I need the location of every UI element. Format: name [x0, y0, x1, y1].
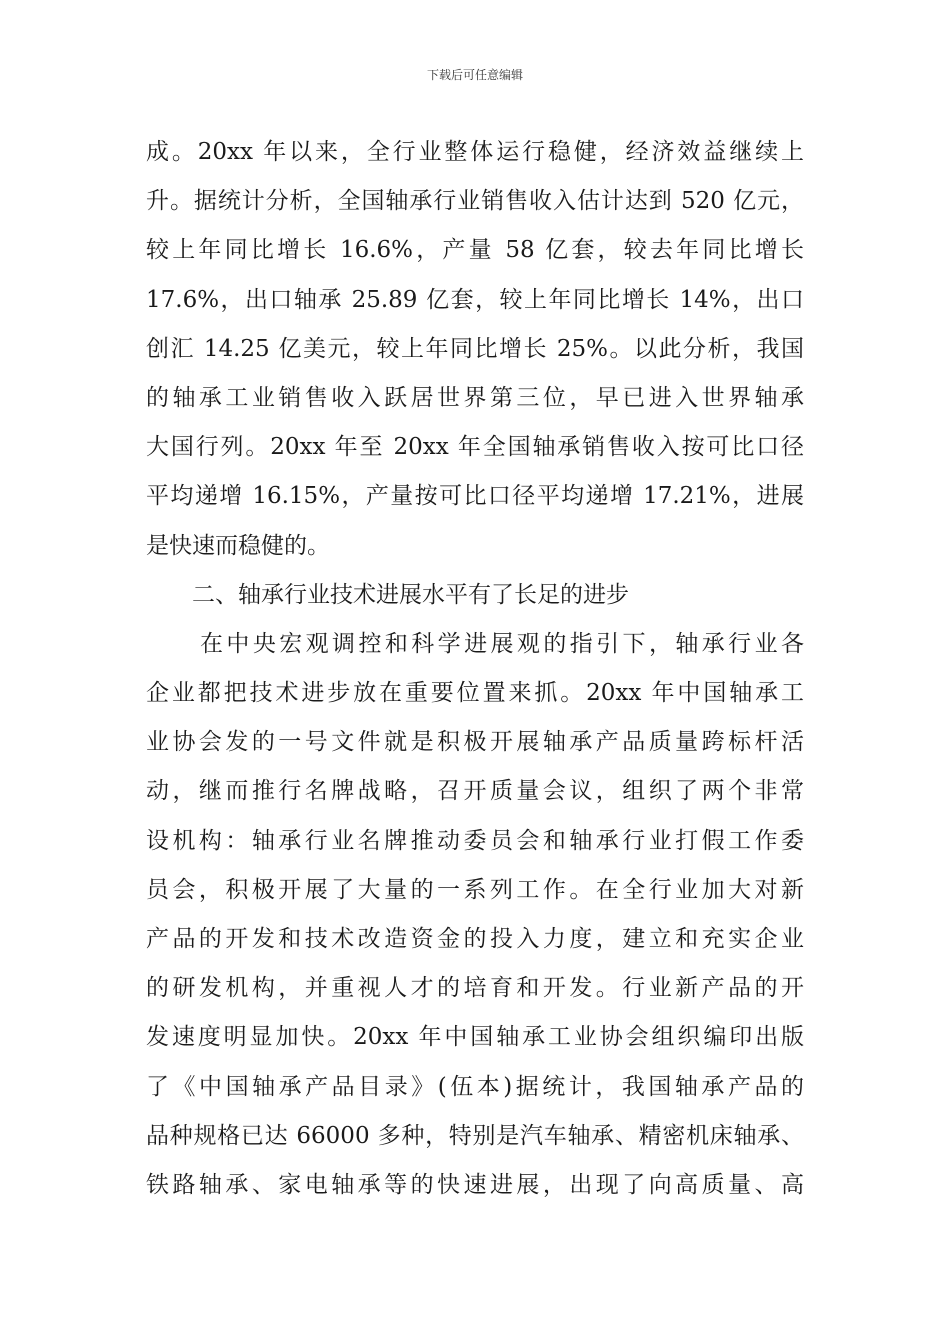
text-line: 铁路轴承、家电轴承等的快速进展，出现了向高质量、高 — [146, 1171, 804, 1198]
text-line: 业协会发的一号文件就是积极开展轴承产品质量跨标杆活 — [146, 729, 804, 756]
text-line: 员会，积极开展了大量的一系列工作。在全行业加大对新 — [146, 876, 804, 903]
text-line: 品种规格已达 66000 多种，特别是汽车轴承、精密机床轴承、 — [146, 1122, 804, 1149]
text-line: 动，继而推行名牌战略，召开质量会议，组织了两个非常 — [146, 778, 804, 805]
text-line: 平均递增 16.15%，产量按可比口径平均递增 17.21%，进展 — [146, 483, 804, 510]
text-line: 升。据统计分析，全国轴承行业销售收入估计达到 520 亿元， — [146, 188, 804, 215]
text-line: 了《中国轴承产品目录》(伍本)据统计，我国轴承产品的 — [146, 1073, 804, 1100]
section-heading: 二、轴承行业技术进展水平有了长足的进步 — [192, 581, 629, 608]
text-line: 17.6%，出口轴承 25.89 亿套，较上年同比增长 14%，出口 — [146, 286, 804, 313]
text-line: 发速度明显加快。20xx 年中国轴承工业协会组织编印出版 — [146, 1024, 804, 1051]
text-line: 的研发机构，并重视人才的培育和开发。行业新产品的开 — [146, 975, 804, 1002]
text-line: 是快速而稳健的。 — [146, 532, 330, 559]
page-header: 下载后可任意编辑 — [426, 68, 523, 82]
document-body — [146, 128, 804, 1210]
text-line: 产品的开发和技术改造资金的投入力度，建立和充实企业 — [146, 926, 804, 952]
text-line: 较上年同比增长 16.6%，产量 58 亿套，较去年同比增长 — [146, 237, 804, 264]
text-line: 的轴承工业销售收入跃居世界第三位，早已进入世界轴承 — [146, 384, 804, 411]
text-line: 大国行列。20xx 年至 20xx 年全国轴承销售收入按可比口径 — [146, 434, 804, 461]
text-line: 企业都把技术进步放在重要位置来抓。20xx 年中国轴承工 — [146, 680, 804, 707]
text-line: 创汇 14.25 亿美元，较上年同比增长 25%。以此分析，我国 — [146, 335, 804, 362]
text-line: 在中央宏观调控和科学进展观的指引下，轴承行业各 — [200, 630, 804, 657]
text-line: 设机构：轴承行业名牌推动委员会和轴承行业打假工作委 — [146, 827, 804, 854]
text-line: 成。20xx 年以来，全行业整体运行稳健，经济效益继续上 — [146, 139, 804, 165]
